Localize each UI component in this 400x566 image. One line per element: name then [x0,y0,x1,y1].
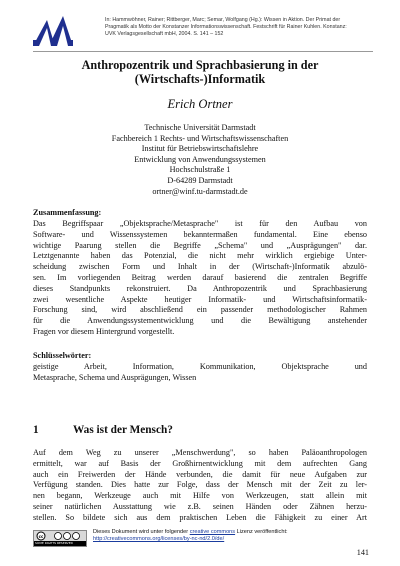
abstract-line: Forschung sind, wird abschließend ein passender methodologischer Rahmen [33,305,367,315]
citation-line: In: Hammwöhner, Rainer; Rittberger, Marc; Semar, Wolfgang (Hg.): Wissen in Aktion. Der Primat der [105,17,341,23]
affiliation-line: Institut für Betriebswirtschaftslehre [141,144,259,154]
section-title: Was ist der Mensch? [73,424,173,436]
title-line: (Wirtschafts-)Informatik [134,72,266,86]
title-line: Anthropozentrik und Sprachbasierung in der [81,58,319,72]
license-intro-end: Lizenz veröffentlicht: [236,529,288,535]
body-text [33,448,367,524]
body-line: nen begann, Werkzeuge auch mit Hilfe von Werkzeugen, statt allein mit [33,491,367,501]
affiliation-line: D-64289 Darmstadt [167,175,233,185]
author-email[interactable]: ortner@winf.tu-darmstadt.de [152,186,248,196]
body-line: seiner natürlichen Ausstattung wie z.B. seinen Händen oder Zähnen herzu- [33,501,367,511]
body-line: Verfügung standen. Dies hatte zur Folge, dass der Mensch mit der Zeit zu ler- [33,480,367,490]
header-divider [33,51,373,52]
cc-license-badge-icon[interactable] [33,530,87,547]
abstract-line: Letztgenannte haben das Potenzial, die nicht mehr wirklich ergiebige Unter- [33,251,367,261]
abstract-text [33,219,367,338]
abstract-line: scheidung zwischen Form und Inhalt in der (Wirtschaft-)Informatik abzulö- [33,262,367,272]
author-affiliation [40,123,360,197]
paper-title [40,58,360,86]
body-line: auch ein Freiwerden der Hände verbunden, die damit für neue Aufgaben zur [33,469,367,479]
abstract-line: Software- und Wissenssystemen bekanntermaßen fundamental. Eine ebenso [33,229,367,239]
abstract-line: Fragen vor diesem Hintergrund vorgestellt. [33,326,175,336]
cc-badge-text: SOME RIGHTS RESERVED [35,541,73,545]
keywords-line: Metasprache, Schema und Ausprägungen, Wissen [33,372,197,382]
affiliation-line: Fachbereich 1 Rechts- und Wirtschaftswissenschaften [111,133,289,143]
section-heading [33,424,173,436]
affiliation-line: Technische Universität Darmstadt [144,123,256,132]
publisher-logo-icon [33,16,73,46]
cc-link[interactable]: creative commons [189,529,236,535]
abstract-line: dieses Standpunkts rekonstruiert. Da Anthropozentrik und Sprachbasierung [33,283,367,293]
citation-text [105,17,375,38]
section-number: 1 [33,424,39,436]
abstract-line: wichtige Paarung stellen die Begriffe „Schema" und „Ausprägungen" dar. [33,240,367,250]
svg-text:cc: cc [38,534,44,539]
keywords-text [33,362,367,384]
abstract-heading: Zusammenfassung: [33,208,102,217]
affiliation-line: Hochschulstraße 1 [169,165,231,175]
license-url-link[interactable]: http://creativecommons.org/licenses/by-nc-nd/2.0/de/ [93,536,225,543]
keywords-heading: Schlüsselwörter: [33,351,92,360]
page-number: 141 [356,548,369,557]
body-line: ermittelt, war auf Basis der Großhirnentwicklung mit dem aufrechten Gang [33,458,367,468]
abstract-line: zwei wesentliche Aspekte heutiger Informatik- und Wirtschaftsinformatik- [33,294,367,304]
keywords-line: geistige Arbeit, Information, Kommunikation, Objektsprache und [33,362,367,371]
citation-line: UVK Verlagsgesellschaft mbH, 2004. S. 141 – 152 [105,31,224,37]
abstract-line: für die Anwendungssystementwicklung und die Bewältigung anstehender [33,316,367,326]
author-name: Erich Ortner [167,97,233,111]
affiliation-line: Entwicklung von Anwendungssystemen [134,154,266,164]
citation-line: Pragmatik als Motto der Konstanzer Informationswissenschaft. Festschrift für Rainer Kuhlen. Konstanz: [105,24,347,30]
citation-header [33,16,373,50]
license-text [93,529,373,544]
abstract-line: sen. Im vorliegenden Beitrag werden darauf basierend die zentralen Begriffe [33,272,367,282]
body-line: Auf dem Weg zu unserer „Menschwerdung", so haben Paläoanthropologen [33,448,367,457]
body-line: stellen. So bildete sich aus dem praktischen Leben die Fähigkeit zu einer Art [33,512,367,522]
abstract-line: Das Begriffspaar „Objektsprache/Metasprache" ist für den Aufbau von [33,219,367,228]
license-intro: Dieses Dokument wird unter folgender [93,529,189,535]
